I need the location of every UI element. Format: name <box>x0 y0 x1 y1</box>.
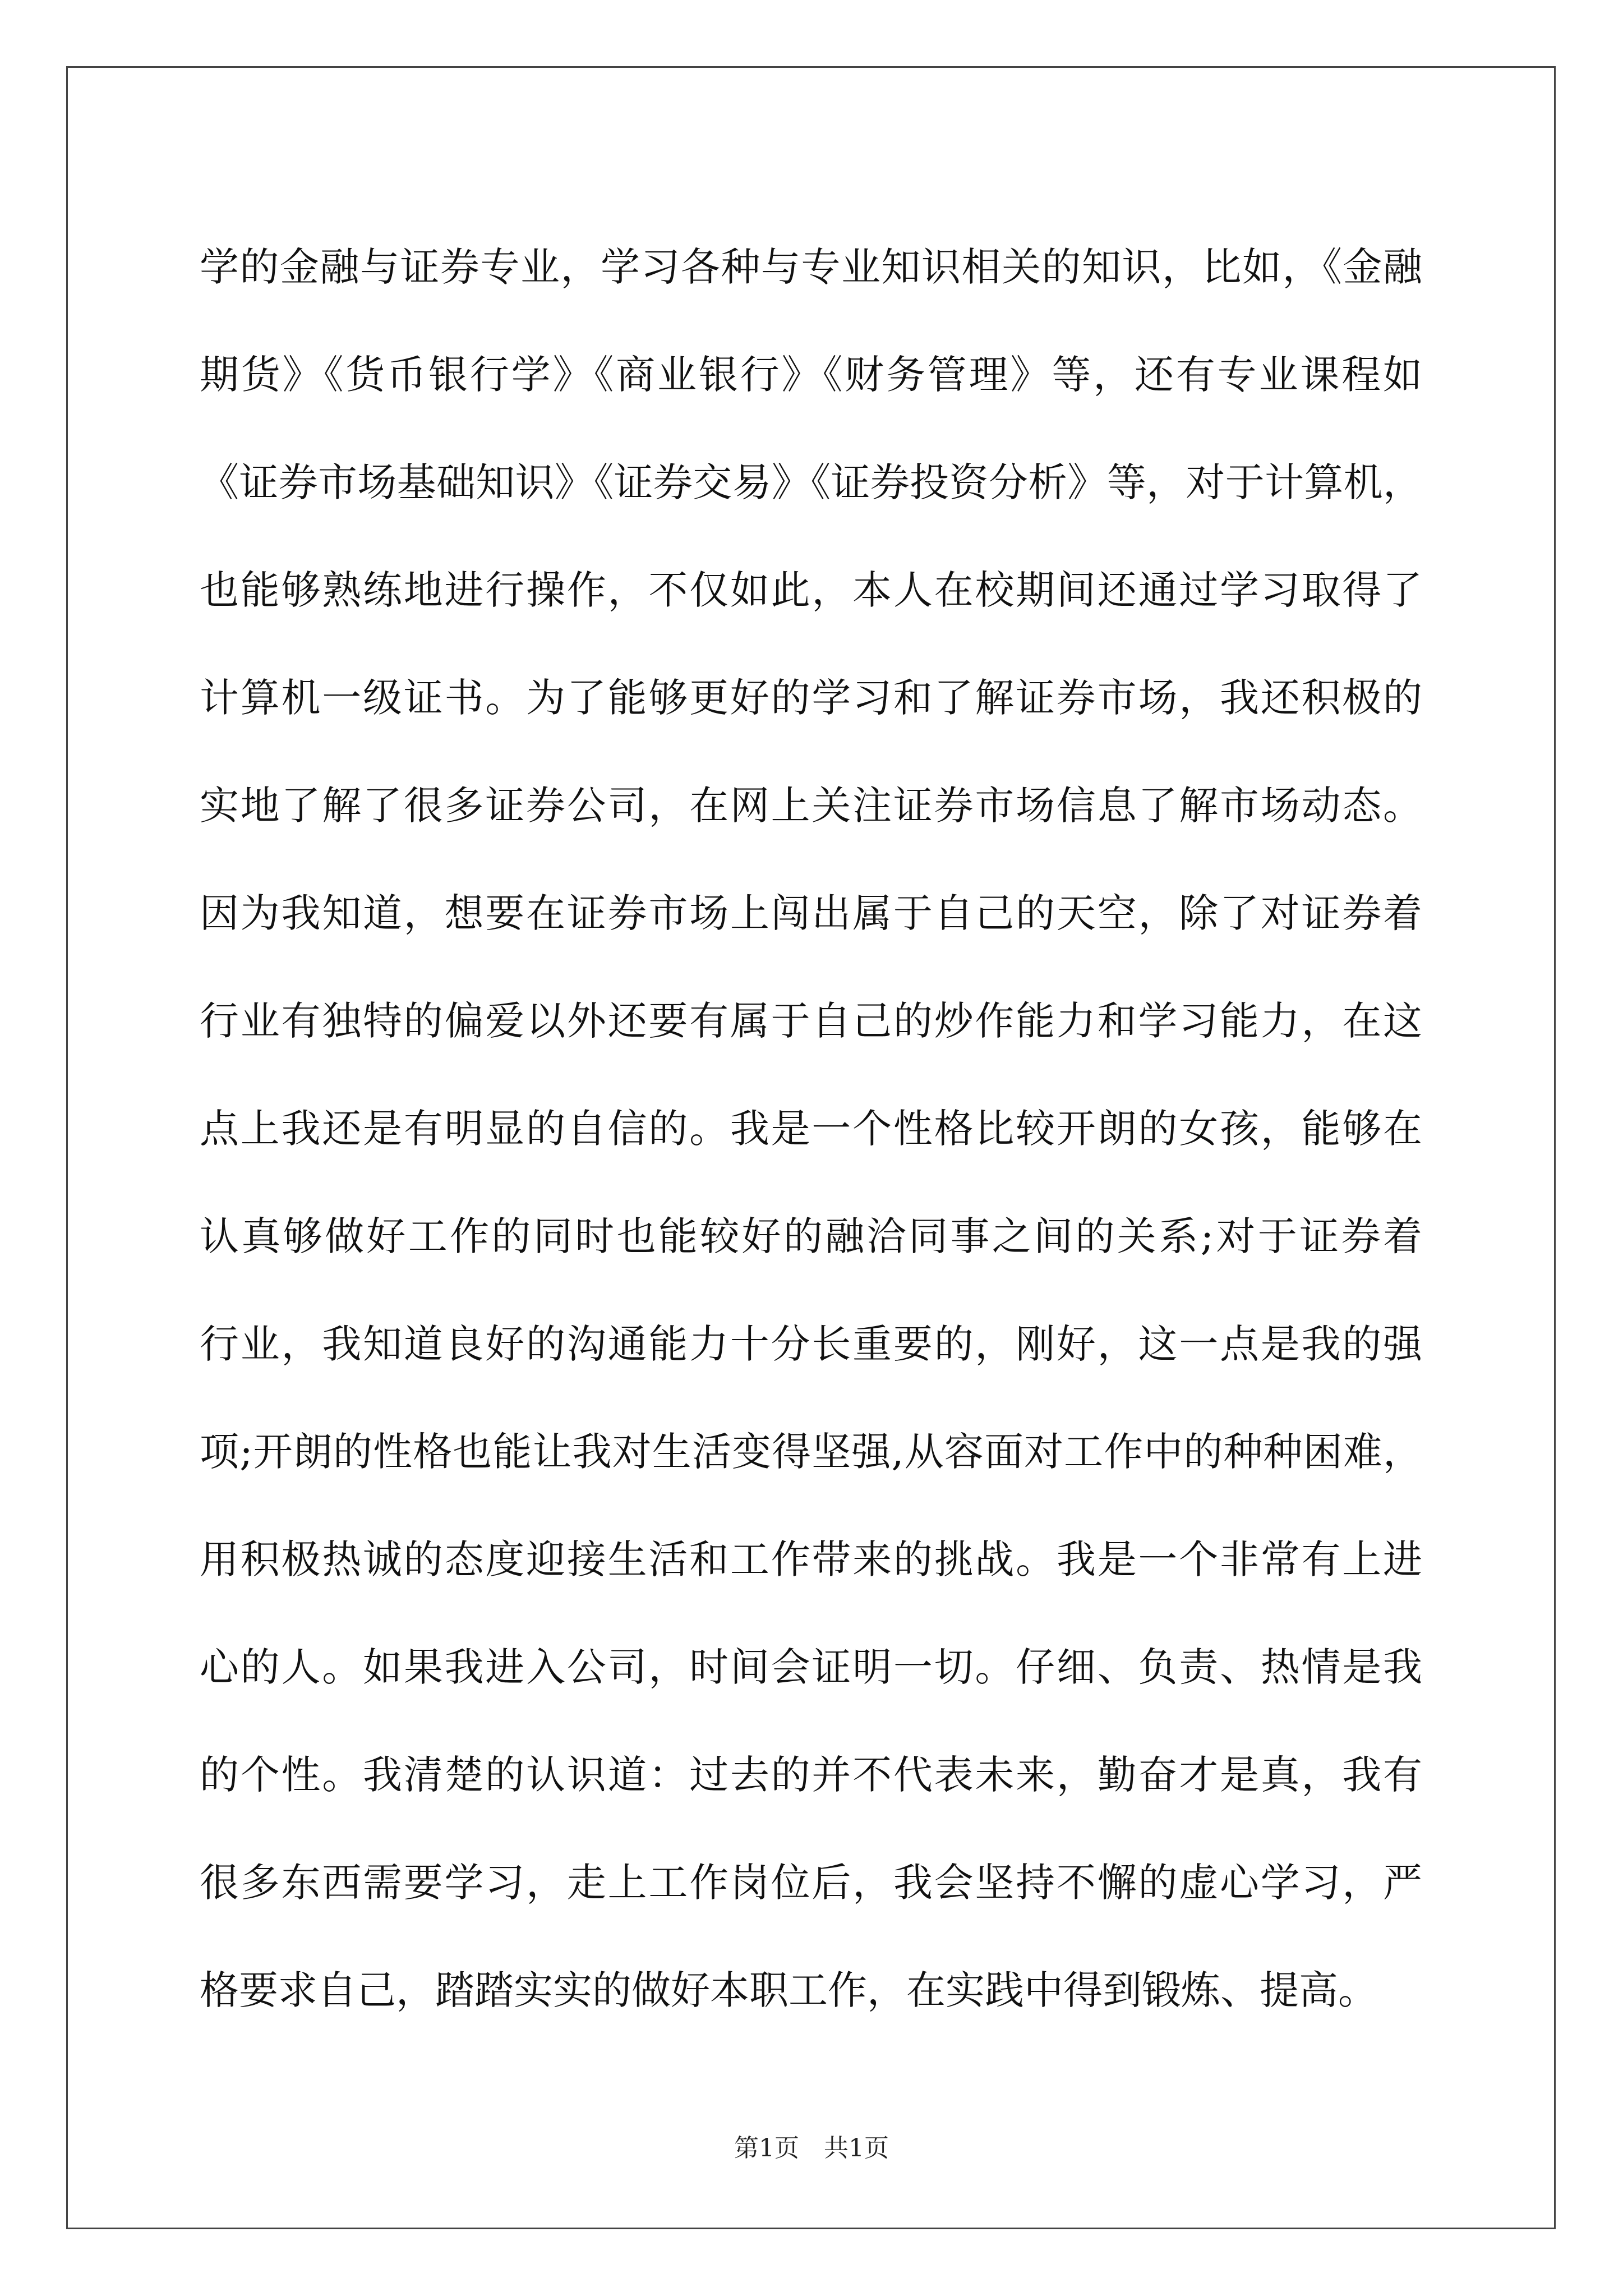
text-line: 的个性。我清楚的认识道：过去的并不代表未来，勤奋才是真，我有 <box>200 1752 1422 1798</box>
text-line: 用积极热诚的态度迎接生活和工作带来的挑战。我是一个非常有上进 <box>200 1536 1422 1582</box>
text-line: 点上我还是有明显的自信的。我是一个性格比较开朗的女孩，能够在 <box>200 1106 1422 1152</box>
text-line: 《证券市场基础知识》《证券交易》《证券投资分析》等，对于计算机， <box>200 459 1422 505</box>
text-line: 实地了解了很多证券公司，在网上关注证券市场信息了解市场动态。 <box>200 783 1422 829</box>
text-line: 计算机一级证书。为了能够更好的学习和了解证券市场，我还积极的 <box>200 675 1422 721</box>
document-body <box>200 213 1422 2044</box>
page-number: 第1页 共1页 <box>734 2134 889 2162</box>
text-line: 因为我知道，想要在证券市场上闯出属于自己的天空，除了对证券着 <box>200 890 1422 936</box>
text-line: 行业，我知道良好的沟通能力十分长重要的，刚好，这一点是我的强 <box>200 1321 1422 1367</box>
text-line: 行业有独特的偏爱以外还要有属于自己的炒作能力和学习能力，在这 <box>200 998 1422 1044</box>
text-line: 认真够做好工作的同时也能较好的融洽同事之间的关系;对于证券着 <box>200 1213 1422 1259</box>
text-line: 项;开朗的性格也能让我对生活变得坚强,从容面对工作中的种种困难， <box>200 1429 1422 1475</box>
text-line: 期货》《货币银行学》《商业银行》《财务管理》等，还有专业课程如 <box>200 352 1422 398</box>
text-line: 心的人。如果我进入公司，时间会证明一切。仔细、负责、热情是我 <box>200 1644 1422 1690</box>
text-line: 也能够熟练地进行操作，不仅如此，本人在校期间还通过学习取得了 <box>200 567 1422 613</box>
text-line: 格要求自己，踏踏实实的做好本职工作，在实践中得到锻炼、提高。 <box>200 1967 1377 2013</box>
text-line: 很多东西需要学习，走上工作岗位后，我会坚持不懈的虚心学习，严 <box>200 1860 1422 1906</box>
text-line: 学的金融与证券专业，学习各种与专业知识相关的知识，比如，《金融 <box>200 244 1422 290</box>
